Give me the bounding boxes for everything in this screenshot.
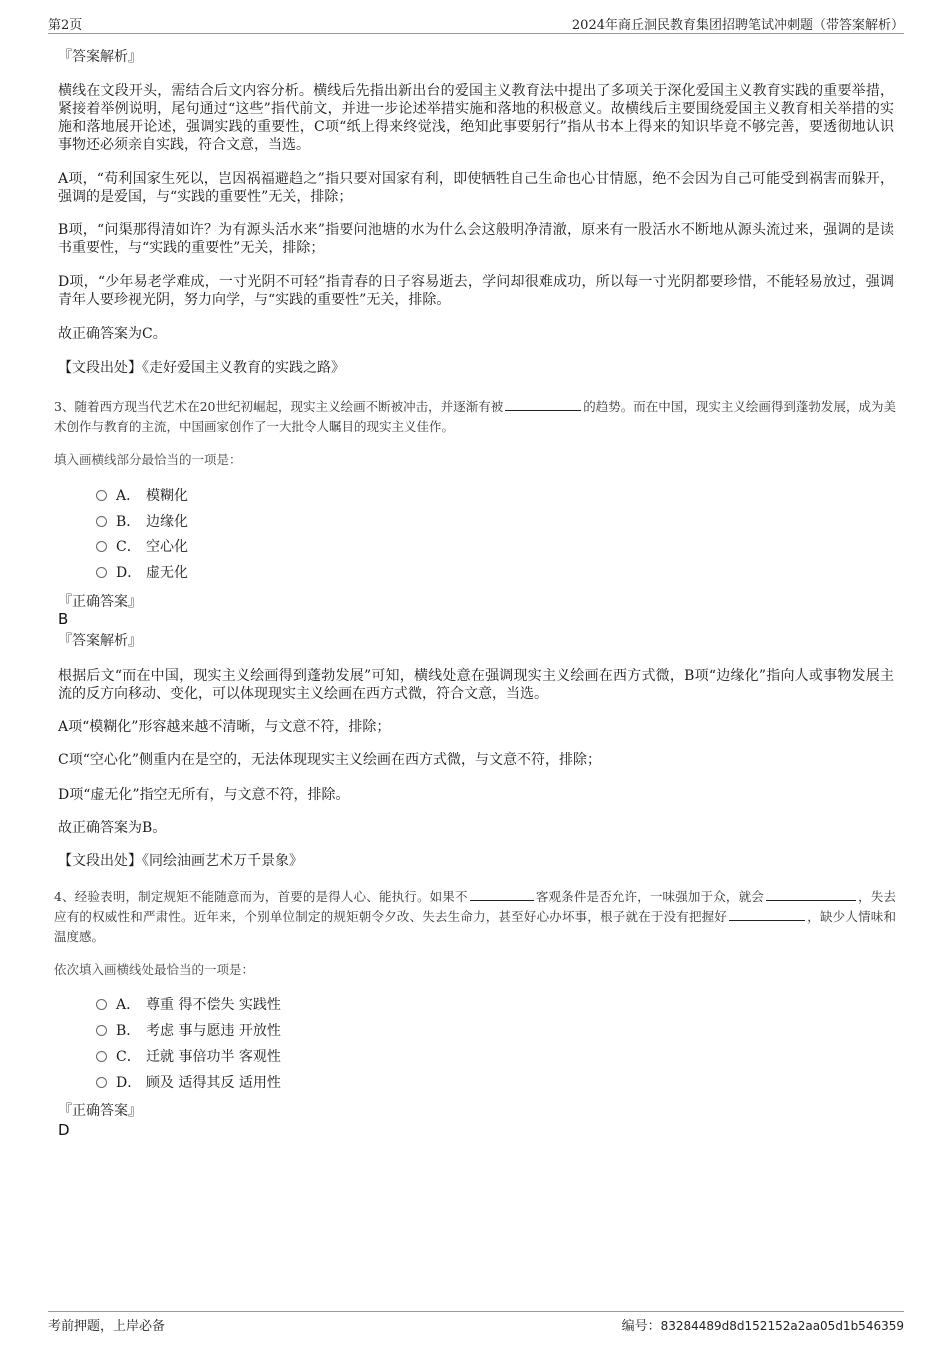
q3-analysis-label: 『答案解析』 (58, 633, 142, 649)
q3-option-c[interactable]: C． 空心化 (96, 538, 188, 556)
radio-icon[interactable] (96, 490, 107, 501)
page-footer (48, 1311, 904, 1337)
q3-analysis-para-3: C项“空心化”侧重内在是空的，无法体现现实主义绘画在西方式微，与文意不符，排除； (58, 752, 602, 768)
q3-stem-part1: 3、随着西方现当代艺术在20世纪初崛起，现实主义绘画不断被冲击，并逐渐有被 (54, 399, 504, 414)
q4-stem-part4: ，缺少人情味和温度感。 (54, 909, 896, 944)
radio-icon[interactable] (96, 1077, 107, 1088)
q4-prompt: 依次填入画横线处最恰当的一项是： (54, 962, 255, 977)
q3-analysis-para-2: A项“模糊化”形容越来越不清晰，与文意不符，排除； (58, 719, 391, 735)
footer-slogan: 考前押题，上岸必备 (48, 1319, 166, 1334)
q3-stem-part2: 的趋势。而在中国，现实主义绘画得到蓬勃发展，成为美术创作与教育的主流，中国画家创作了一大批令人瞩目的现实主义佳作。 (54, 399, 896, 434)
q3-analysis-para-4: D项“虚无化”指空无所有，与文意不符，排除。 (58, 787, 350, 803)
radio-icon[interactable] (96, 516, 107, 527)
q3-answer: B (58, 610, 69, 628)
q2-source: 【文段出处】《走好爱国主义教育的实践之路》 (58, 360, 345, 376)
q2-analysis-para-3: B项，“问渠那得清如许？为有源头活水来”指要问池塘的水为什么会这般明净清澈，原来有一股活水不断地从源头流过来，强调的是读书重要性，与“实践的重要性”无关，排除； (58, 222, 894, 256)
q2-analysis-label: 『答案解析』 (58, 49, 142, 65)
q4-option-d[interactable]: D． 顾及 适得其反 适用性 (96, 1074, 281, 1092)
page-number: 第2页 (48, 18, 83, 33)
q3-conclusion: 故正确答案为B。 (58, 820, 167, 836)
radio-icon[interactable] (96, 999, 107, 1010)
q3-option-a[interactable]: A． 模糊化 (96, 487, 188, 505)
radio-icon[interactable] (96, 1025, 107, 1036)
q4-option-a[interactable]: A． 尊重 得不偿失 实践性 (96, 996, 281, 1014)
q4-stem-part2: 客观条件是否允许，一味强加于众，就会 (535, 889, 764, 904)
q4-answer-label: 『正确答案』 (58, 1103, 142, 1119)
q2-analysis-para-1: 横线在文段开头，需结合后文内容分析。横线后先指出新出台的爱国主义教育法中提出了多项关于深化爱国主义教育实践的重要举措，紧接着举例说明，尾句通过“这些”指代前文，并进一步论述举措实施和落地的积极意义。故横线后主要围绕爱国主义教育相关举措的实施和落地展开论述，强调实践的重要性，C项“纸上得来终觉浅，绝知此事要躬行”指从书本上得来的知识毕竟不够完善，要透彻地认识事物还必须亲自实践，符合文意，当选。 (58, 83, 894, 153)
q4-stem-part3: ，失去应有的权威性和严肃性。近年来，个别单位制定的规矩朝令夕改、失去生命力，甚至好心办坏事，根子就在于没有把握好 (54, 889, 896, 924)
radio-icon[interactable] (96, 541, 107, 552)
q3-source: 【文段出处】《同绘油画艺术万千景象》 (58, 853, 303, 869)
footer-code-label: 编号： (621, 1319, 661, 1334)
q4-option-b[interactable]: B． 考虑 事与愿违 开放性 (96, 1022, 281, 1040)
q2-analysis-para-4: D项，“少年易老学难成，一寸光阴不可轻”指青春的日子容易逝去，学问却很难成功，所以每一寸光阴都要珍惜，不能轻易放过，强调青年人要珍视光阴，努力向学，与“实践的重要性”无关，排除。 (58, 274, 894, 308)
q3-option-b[interactable]: B． 边缘化 (96, 513, 188, 531)
q3-prompt: 填入画横线部分最恰当的一项是： (54, 452, 242, 467)
q4-answer: D (58, 1121, 70, 1139)
q3-blank (505, 398, 581, 411)
q4-stem (54, 887, 896, 947)
footer-code-value: 83284489d8d152152a2aa05d1b546359 (660, 1319, 904, 1333)
document-title: 2024年商丘洄民教育集团招聘笔试冲刺题（带答案解析） (571, 18, 904, 33)
footer-code (622, 1315, 904, 1334)
q3-option-d[interactable]: D． 虚无化 (96, 564, 188, 582)
q2-analysis-para-2: A项，“苟利国家生死以，岂因祸福避趋之”指只要对国家有利，即使牺牲自己生命也心甘情愿，绝不会因为自己可能受到祸害而躲开，强调的是爱国，与“实践的重要性”无关，排除； (58, 171, 894, 205)
q2-conclusion: 故正确答案为C。 (58, 326, 167, 342)
q4-blank-2 (766, 888, 856, 901)
page-header (48, 14, 904, 34)
q3-analysis-para-1: 根据后文“而在中国，现实主义绘画得到蓬勃发展”可知，横线处意在强调现实主义绘画在西方式微，B项“边缘化”指向人或事物发展主流的反方向移动、变化，可以体现现实主义绘画在西方式微，符合文意，当选。 (58, 668, 894, 702)
q4-blank-3 (729, 908, 805, 921)
q4-stem-part1: 4、经验表明，制定规矩不能随意而为，首要的是得人心、能执行。如果不 (54, 889, 468, 904)
radio-icon[interactable] (96, 567, 107, 578)
q4-option-c[interactable]: C． 迁就 事倍功半 客观性 (96, 1048, 281, 1066)
q4-blank-1 (470, 888, 534, 901)
q3-stem (54, 397, 896, 437)
q3-answer-label: 『正确答案』 (58, 594, 142, 610)
radio-icon[interactable] (96, 1051, 107, 1062)
